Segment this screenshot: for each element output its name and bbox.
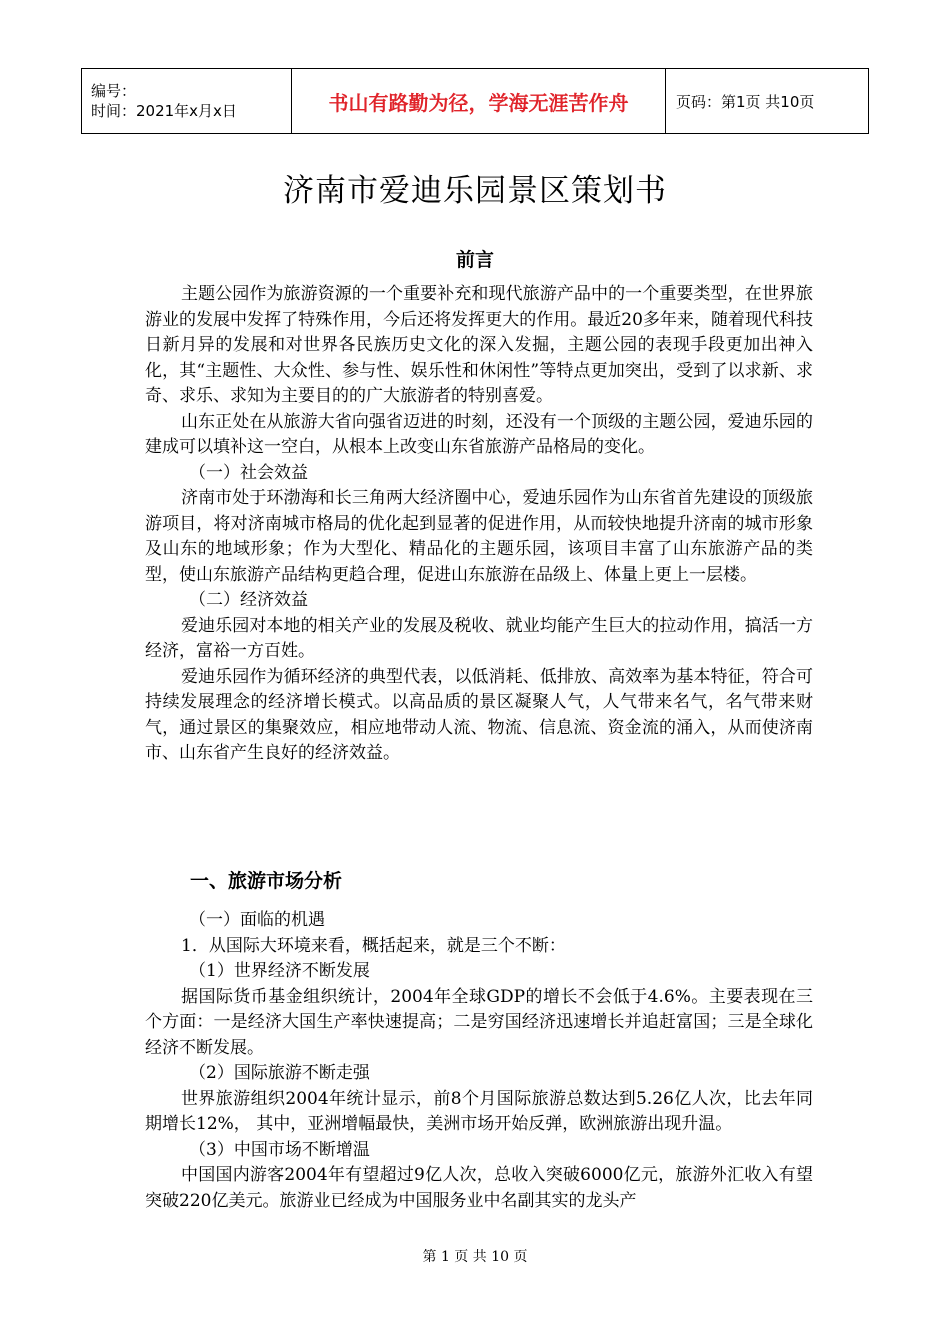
subheading: （二）经济效益: [189, 590, 308, 610]
paragraph: 据国际货币基金组织统计，2004年全球GDP的增长不会低于4.6%。主要表现在三个方面：一是经济大国生产率快速提高；二是穷国经济迅速增长并追赶富国；三是全球化经济不断发展。: [145, 986, 813, 1058]
number-label: 编号：: [91, 82, 137, 100]
preface-heading: 前言: [455, 249, 494, 271]
subheading: （1）世界经济不断发展: [189, 961, 370, 981]
list-item: 1．从国际大环境来看，概括起来，就是三个不断：: [181, 935, 566, 956]
document-title: 济南市爱迪乐园景区策划书: [283, 173, 667, 209]
paragraph: 济南市处于环渤海和长三角两大经济圈中心，爱迪乐园作为山东省首先建设的顶级旅游项目，将对济南城市格局的优化起到显著的促进作用，从而较快地提升济南的城市形象及山东的地域形象；作为大型化、精品化的主题乐园，该项目丰富了山东旅游产品的类型，使山东旅游产品结构更趋合理，促进山东旅游在品级上、体量上更上一层楼。: [145, 488, 813, 585]
subheading: （3）中国市场不断增温: [189, 1139, 370, 1160]
time-label: 时间：2021年x月x日: [91, 102, 237, 120]
paragraph: 爱迪乐园作为循环经济的典型代表，以低消耗、低排放、高效率为基本特征，符合可持续发展理念的经济增长模式。以高品质的景区凝聚人气，人气带来名气，名气带来财气，通过景区的集聚效应，相应地带动人流、物流、信息流、资金流的涌入，从而使济南市、山东省产生良好的经济效益。: [145, 666, 813, 763]
paragraph: 山东正处在从旅游大省向强省迈进的时刻，还没有一个顶级的主题公园，爱迪乐园的建成可以填补这一空白，从根本上改变山东省旅游产品格局的变化。: [145, 411, 813, 457]
header-motto: 书山有路勤为径，学海无涯苦作舟: [292, 69, 666, 134]
paragraph: 世界旅游组织2004年统计显示，前8个月国际旅游总数达到5.26亿人次，比去年同期增长12%， 其中，亚洲增幅最快，美洲市场开始反弹，欧洲旅游出现升温。: [145, 1088, 813, 1134]
subheading: （2）国际旅游不断走强: [189, 1063, 370, 1083]
section-market-analysis: [145, 866, 813, 1214]
paragraph: 主题公园作为旅游资源的一个重要补充和现代旅游产品中的一个重要类型，在世界旅游业的发展中发挥了特殊作用，今后还将发挥更大的作用。最近20多年来，随着现代科技日新月异的发展和对世界各民族历史文化的深入发掘，主题公园的表现手段更加出神入化，其“主题性、大众性、参与性、娱乐性和休闲性”等特点更加突出，受到了以求新、求奇、求乐、求知为主要目的的广大旅游者的特别喜爱。: [145, 284, 813, 406]
section-heading: 一、旅游市场分析: [190, 870, 343, 892]
subheading: （一）社会效益: [189, 462, 308, 483]
paragraph: 中国国内游客2004年有望超过9亿人次，总收入突破6000亿元，旅游外汇收入有望突破220亿美元。旅游业已经成为中国服务业中名副其实的龙头产: [145, 1165, 813, 1211]
header-page-info: 页码：第1页 共10页: [666, 69, 869, 134]
header-table: [81, 68, 869, 134]
page-footer: 第 1 页 共 10 页: [422, 1249, 528, 1265]
preface-body: [145, 282, 813, 767]
paragraph: 爱迪乐园对本地的相关产业的发展及税收、就业均能产生巨大的拉动作用，搞活一方经济，富裕一方百姓。: [145, 615, 813, 661]
subheading: （一）面临的机遇: [189, 910, 325, 930]
header-meta-cell: [82, 69, 292, 134]
